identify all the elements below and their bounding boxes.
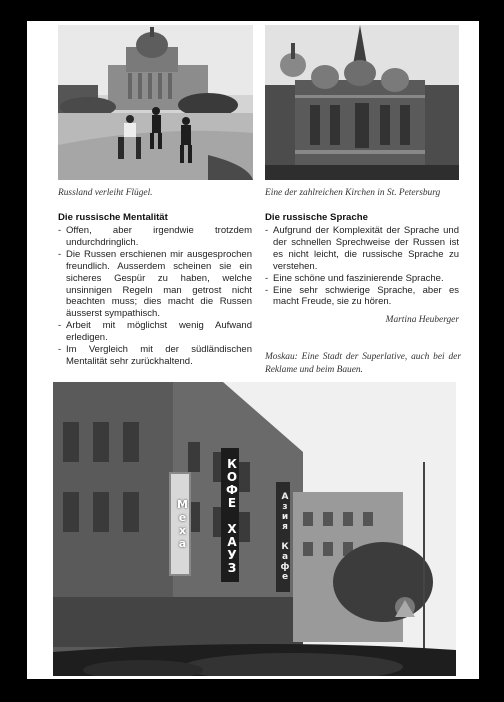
sign-mekha (169, 472, 191, 576)
heading-language: Die russische Sprache (265, 212, 368, 223)
list-item: - Die Russen erschienen mir ausgesprochen freundlich. Ausserdem scheinen sie ein sicheres Gespür zu haben, welche unsinnigen Regeln man getrost nicht beachten muss; dies macht die Russen äusserst sympathisch. (58, 249, 252, 320)
caption-bottom: Moskau: Eine Stadt der Superlative, auch bei der Reklame und beim Bauen. (265, 352, 461, 375)
document-page (27, 21, 479, 679)
sign-azia-kafe-text: Азия Кафе (280, 492, 290, 582)
list-language (265, 225, 459, 308)
photo-church (265, 25, 459, 180)
sign-kofe-haus-text: КОФЕ ХАУЗ (225, 456, 239, 574)
sign-kofe-haus (221, 448, 239, 582)
photo-cathedral-square (58, 25, 253, 180)
sign-mekha-text: Меха (176, 498, 189, 550)
list-item: - Im Vergleich mit der südländischen Mentalität sehr zurückhaltend. (58, 344, 252, 368)
list-item: - Eine schöne und faszinierende Sprache. (265, 273, 459, 285)
list-item: - Offen, aber irgendwie trotzdem undurchdringlich. (58, 225, 252, 249)
caption-top-left: Russland verleiht Flügel. (58, 188, 153, 198)
heading-mentality: Die russische Mentalität (58, 212, 168, 223)
list-item: - Arbeit mit möglichst wenig Aufwand erledigen. (58, 320, 252, 344)
list-mentality (58, 225, 252, 368)
list-item: - Eine sehr schwierige Sprache, aber es macht Freude, sie zu hören. (265, 285, 459, 309)
caption-top-right: Eine der zahlreichen Kirchen in St. Petersburg (265, 188, 441, 198)
photo-moscow-street (53, 382, 456, 676)
author-name: Martina Heuberger (385, 315, 459, 325)
list-item: - Aufgrund der Komplexität der Sprache und der schnellen Sprechweise der Russen ist es nicht leicht, die russische Sprache zu verstehen. (265, 225, 459, 273)
sign-azia-kafe (276, 482, 290, 592)
